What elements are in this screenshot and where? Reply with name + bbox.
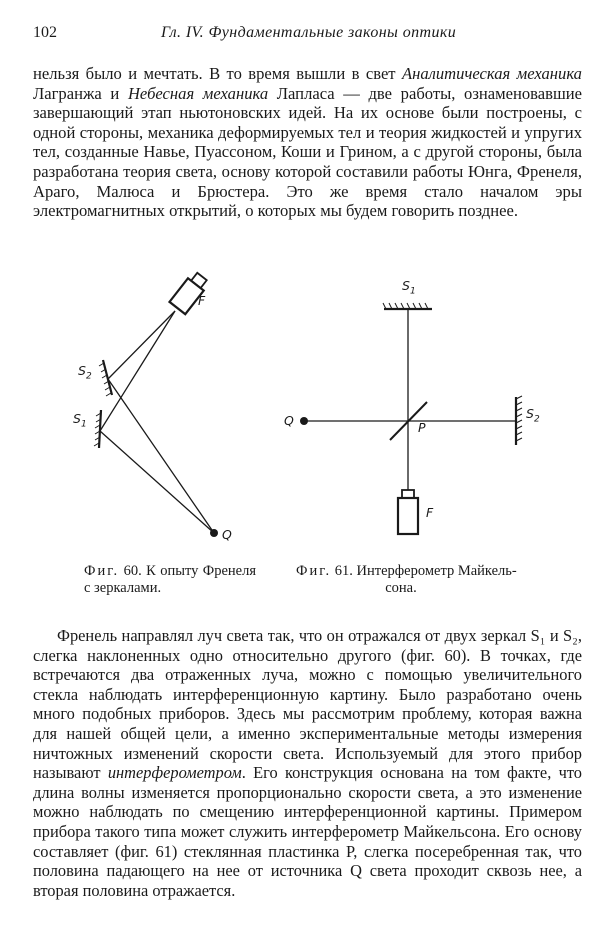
caption-text: 60. К опыту Френеля с зеркалами. <box>84 563 256 596</box>
italic-term-interferometer: интерферометром <box>107 763 242 783</box>
fresnel-point-q <box>210 529 218 537</box>
mirror-s1 <box>94 410 101 448</box>
label-michelson-f: F <box>426 505 434 520</box>
michelson-source-lamp <box>398 490 418 534</box>
italic-title-analytical-mechanics: Аналитическая механика <box>401 64 582 83</box>
figure-61-caption <box>296 563 556 597</box>
michelson-point-q <box>300 417 308 425</box>
label-fresnel-s2 <box>78 363 92 382</box>
label-subscript: 1 <box>80 419 87 430</box>
michelson-mirror-s2 <box>516 396 522 445</box>
caption-text-line2: сона. <box>385 580 417 596</box>
label-text: S <box>526 406 534 421</box>
label-fresnel-q: Q <box>222 527 232 542</box>
label-michelson-p: P <box>418 420 426 435</box>
caption-fig-word: Фиг. <box>296 563 332 579</box>
page-number: 102 <box>33 24 57 41</box>
ray-s2-to-q <box>108 379 214 533</box>
running-title: Гл. IV. Фундаментальные законы оптики <box>161 24 457 41</box>
label-michelson-s2 <box>526 406 540 425</box>
paragraph-1 <box>33 64 582 221</box>
ray-f-to-s2 <box>108 311 175 379</box>
figure-61-drawing <box>300 303 522 534</box>
italic-title-celestial-mechanics: Небесная механика <box>127 83 269 103</box>
label-text: S <box>78 363 86 378</box>
label-text: S <box>402 278 410 293</box>
label-subscript: 2 <box>533 414 540 425</box>
ray-s1-to-q <box>100 431 214 533</box>
label-michelson-s1 <box>402 278 416 297</box>
paragraph-2 <box>33 626 582 900</box>
text-span: . Его конструкция основана на том факте, что длина волны изменяется пропорционально скорости света, а это изменение можно наблюдать по смещению интерференционной картины. Примером прибора такого типа может служить интерферометр Майкельсона. Его основу составляет (фиг. 61) стеклянная пластинка P, слегка посеребренная так, что половина падающего на нее от источника Q света проходит сквозь нее, а вторая половина отражается. <box>33 763 582 900</box>
text-span: нельзя было и мечтать. В то время вышли в свет <box>33 64 402 83</box>
mirror-s2 <box>99 360 112 396</box>
label-subscript: 2 <box>85 371 92 382</box>
figure-60-drawing <box>94 270 218 537</box>
ray-f-to-s1 <box>100 311 175 431</box>
label-michelson-q: Q <box>284 413 294 428</box>
text-span: Лагранжа и <box>33 83 128 103</box>
label-fresnel-f: F <box>198 293 206 308</box>
figure-60-caption <box>84 563 256 597</box>
text-span: Френель направлял луч света так, что он отражался от двух зеркал S₁ и S₂, слегка наклоненных одно относительно другого (фиг. 60). В точках, где встречаются два отраженных луча, можно с помощью увеличительного стекла наблюдать интерференционную картину. Было разработано очень много подобных приборов. Здесь мы рассмотрим проблему, которая важна для нашей общей цели, а именно экспериментальные методы измерения ничтожных изменений скорости света. Используемый для этого прибор называют <box>33 626 582 783</box>
page-header <box>33 24 573 46</box>
michelson-mirror-s1 <box>383 303 432 309</box>
caption-fig-word: Фиг. <box>84 563 120 579</box>
label-text: S <box>73 411 81 426</box>
label-fresnel-s1 <box>73 411 87 430</box>
label-subscript: 1 <box>409 286 416 297</box>
caption-text: 61. Интерферометр Майкель- <box>331 563 517 579</box>
text-span: Лапласа — две работы, ознаменовавшие завершающий этап ньютоновских идей. На их основе были построены, с одной стороны, механика деформируемых тел и теория жидкостей и упругих тел, созданные Навье, Пуассоном, Коши и Грином, а с другой стороны, была разработана теория света, основу которой составили работы Юнга, Френеля, Араго, Малюса и Брюстера. Это же время стало началом эры электромагнитных открытий, о которых мы будем говорить позднее. <box>33 83 583 221</box>
